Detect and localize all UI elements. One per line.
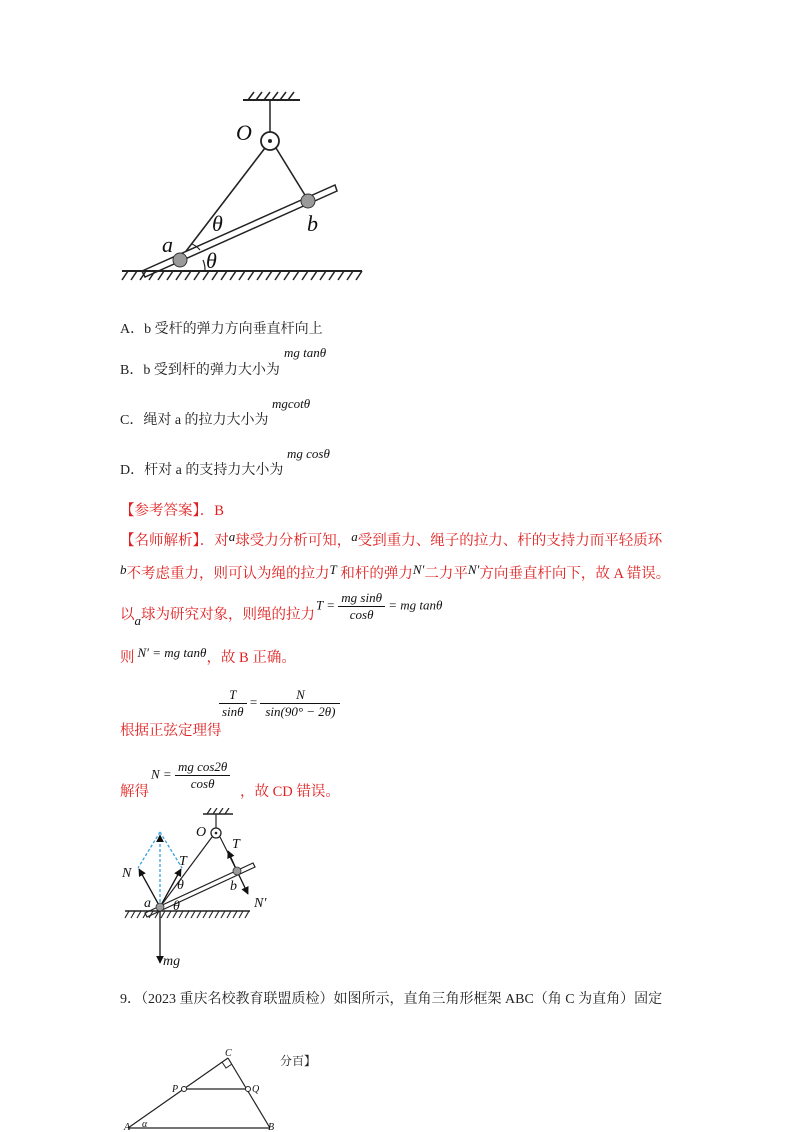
svg-text:θ: θ bbox=[173, 899, 180, 914]
option-b: B．b 受到杆的弹力大小为 bbox=[120, 363, 280, 378]
sine-law-formula: $\frac{T}{\sin\theta}$ = $\frac{N}{\sin(90^\circ - 2\theta)}$ bbox=[219, 687, 340, 720]
analysis-line-6: 解得 bbox=[120, 784, 149, 800]
question-9: 9．（2023 重庆名校教育联盟质检）如图所示，直角三角形框架 ABC（角 C 为直角）固定 bbox=[120, 992, 663, 1007]
analysis-line-6-tail: ，故 CD 错误。 bbox=[240, 784, 340, 800]
figure-force-analysis bbox=[115, 808, 285, 973]
label-theta-top: θ bbox=[212, 211, 223, 236]
svg-text:Q: Q bbox=[252, 1084, 260, 1095]
svg-text:α: α bbox=[142, 1119, 148, 1130]
svg-text:P: P bbox=[172, 1084, 179, 1095]
svg-text:mg: mg bbox=[163, 954, 181, 969]
analysis-line-2: b不考虑重力，则可认为绳的拉力T 和杆的弹力N′二力平N′方向垂直杆向下，故 A 错误。 bbox=[120, 562, 671, 582]
option-c: C．绳对 a 的拉力大小为 bbox=[120, 413, 269, 428]
text-fragment: 分百】 bbox=[280, 1054, 317, 1068]
svg-text:B: B bbox=[268, 1122, 275, 1132]
label-O: O bbox=[236, 120, 252, 145]
svg-text:N: N bbox=[122, 866, 132, 881]
svg-text:b: b bbox=[230, 879, 237, 894]
analysis-line-4: 则 N′ = mg tanθ，故 B 正确。 bbox=[120, 645, 296, 666]
option-a: A．b 受杆的弹力方向垂直杆向上 bbox=[120, 322, 323, 337]
svg-text:N′: N′ bbox=[254, 896, 267, 911]
option-b-math: mg tanθ bbox=[284, 345, 327, 360]
option-c-math: mgcotθ bbox=[272, 396, 311, 411]
result-formula: N = $\frac{\text{mg cos2θ}}{\cos\theta}$ bbox=[151, 759, 230, 792]
analysis-line-5: 根据正弦定理得 bbox=[120, 723, 222, 739]
analysis-line-3-formula: T = $\frac{\text{mg sinθ}}{\cos\theta}$ = mg tanθ bbox=[316, 590, 443, 622]
figure-rod-pulley bbox=[110, 90, 380, 290]
label-b: b bbox=[307, 211, 318, 236]
svg-text:θ: θ bbox=[177, 878, 184, 893]
svg-text:T: T bbox=[179, 854, 187, 869]
reference-answer: 【参考答案】．B bbox=[120, 503, 224, 519]
option-d-math: mg cosθ bbox=[287, 446, 330, 461]
label-theta-bottom: θ bbox=[206, 248, 217, 273]
svg-text:a: a bbox=[144, 896, 151, 911]
svg-text:A: A bbox=[124, 1122, 131, 1132]
svg-text:O: O bbox=[196, 825, 207, 840]
option-d: D．杆对 a 的支持力大小为 bbox=[120, 463, 284, 478]
label-a: a bbox=[162, 232, 173, 257]
analysis-line-1: 【名师解析】．对a球受力分析可知，a受到重力、绳子的拉力、杆的支持力而平轻质环 bbox=[120, 529, 663, 549]
svg-text:T: T bbox=[232, 837, 240, 852]
figure-triangle-frame bbox=[118, 1040, 288, 1132]
svg-text:C: C bbox=[225, 1048, 232, 1059]
analysis-line-3: 以a球为研究对象，则绳的拉力 bbox=[120, 607, 315, 628]
